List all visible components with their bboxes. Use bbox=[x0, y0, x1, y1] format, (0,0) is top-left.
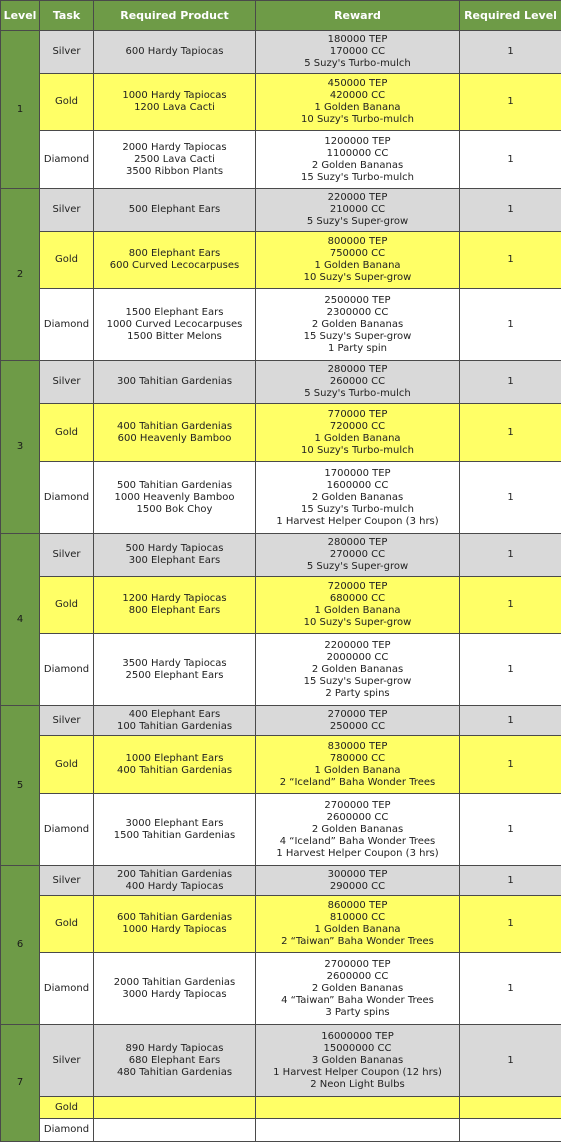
reward-line: 2700000 TEP bbox=[324, 799, 391, 811]
reward-line: 15000000 CC bbox=[323, 1042, 392, 1054]
product-line: 600 Tahitian Gardenias bbox=[116, 912, 233, 923]
reward-line: 720000 TEP bbox=[327, 581, 388, 592]
reward-line: 800000 TEP bbox=[327, 236, 388, 247]
product-line: 200 Tahitian Gardenias bbox=[116, 868, 233, 880]
required-level-cell: 1 bbox=[460, 232, 561, 289]
product-line: 2000 Hardy Tapiocas bbox=[122, 141, 227, 153]
reward-line: 260000 CC bbox=[329, 376, 386, 387]
reward-line: 720000 CC bbox=[329, 420, 386, 432]
reward-cell bbox=[256, 1025, 460, 1097]
task-cell: Gold bbox=[40, 232, 94, 289]
reward-line: 2200000 TEP bbox=[324, 639, 391, 651]
reward-line: 300000 TEP bbox=[327, 868, 388, 880]
reward-line: 4 “Taiwan” Baha Wonder Trees bbox=[281, 994, 434, 1006]
reward-line: 450000 TEP bbox=[327, 78, 388, 89]
reward-line: 2 “Taiwan” Baha Wonder Trees bbox=[281, 936, 434, 947]
product-line: 600 Hardy Tapiocas bbox=[125, 46, 224, 57]
reward-line: 1 Harvest Helper Coupon (3 hrs) bbox=[276, 515, 439, 527]
product-line: 1500 Bitter Melons bbox=[127, 330, 222, 342]
reward-line: 5 Suzy's Super-grow bbox=[306, 561, 409, 572]
reward-line: 15 Suzy's Super-grow bbox=[303, 675, 412, 687]
table-row bbox=[1, 232, 561, 289]
reward-line: 210000 CC bbox=[329, 204, 386, 215]
reward-line: 2000000 CC bbox=[326, 651, 389, 663]
required-product-cell bbox=[94, 896, 256, 953]
table-row bbox=[1, 189, 561, 232]
product-line: 3000 Hardy Tapiocas bbox=[122, 988, 227, 1000]
reward-line: 1600000 CC bbox=[326, 479, 389, 491]
required-level-cell: 1 bbox=[460, 534, 561, 577]
required-product-cell bbox=[94, 794, 256, 866]
reward-cell bbox=[256, 31, 460, 74]
reward-line: 15 Suzy's Super-grow bbox=[303, 330, 412, 342]
task-cell: Gold bbox=[40, 577, 94, 634]
product-line: 680 Elephant Ears bbox=[128, 1054, 221, 1066]
table-body bbox=[1, 31, 561, 1142]
reward-cell bbox=[256, 794, 460, 866]
required-level-cell: 1 bbox=[460, 74, 561, 131]
product-line: 3500 Ribbon Plants bbox=[125, 165, 224, 177]
reward-line: 15 Suzy's Turbo-mulch bbox=[301, 171, 414, 183]
table-row bbox=[1, 361, 561, 404]
reward-cell bbox=[256, 706, 460, 736]
reward-line: 10 Suzy's Super-grow bbox=[303, 272, 412, 283]
reward-line: 180000 TEP bbox=[327, 34, 388, 45]
reward-cell bbox=[256, 131, 460, 189]
reward-line: 10 Suzy's Turbo-mulch bbox=[301, 444, 414, 456]
reward-line: 1 Golden Banana bbox=[314, 260, 401, 271]
reward-line: 1200000 TEP bbox=[324, 135, 391, 147]
required-level-cell: 1 bbox=[460, 896, 561, 953]
reward-line: 290000 CC bbox=[329, 880, 386, 892]
reward-line: 270000 TEP bbox=[327, 708, 388, 720]
task-cell: Diamond bbox=[40, 953, 94, 1025]
reward-line: 780000 CC bbox=[329, 752, 386, 764]
reward-line: 680000 CC bbox=[329, 593, 386, 604]
reward-line: 810000 CC bbox=[329, 912, 386, 923]
reward-cell bbox=[256, 232, 460, 289]
product-line: 800 Elephant Ears bbox=[128, 248, 221, 259]
header-level: Level bbox=[1, 1, 40, 31]
level-cell: 5 bbox=[1, 706, 40, 866]
task-cell: Gold bbox=[40, 736, 94, 794]
reward-cell bbox=[256, 1097, 460, 1119]
reward-line: 2 Golden Bananas bbox=[311, 318, 404, 330]
header-row bbox=[1, 1, 561, 31]
reward-line: 2 “Iceland” Baha Wonder Trees bbox=[279, 776, 436, 788]
required-product-cell bbox=[94, 736, 256, 794]
reward-line: 830000 TEP bbox=[327, 740, 388, 752]
table-row bbox=[1, 289, 561, 361]
product-line: 2500 Lava Cacti bbox=[134, 153, 215, 165]
product-line: 3500 Hardy Tapiocas bbox=[122, 657, 227, 669]
product-line: 300 Elephant Ears bbox=[128, 555, 221, 566]
level-cell: 1 bbox=[1, 31, 40, 189]
reward-cell bbox=[256, 289, 460, 361]
product-line: 1500 Tahitian Gardenias bbox=[113, 829, 236, 841]
reward-line: 1 Harvest Helper Coupon (3 hrs) bbox=[276, 847, 439, 859]
table-row bbox=[1, 31, 561, 74]
reward-line: 2 Neon Light Bulbs bbox=[310, 1078, 405, 1090]
required-product-cell bbox=[94, 577, 256, 634]
required-level-cell: 1 bbox=[460, 404, 561, 462]
product-line: 300 Tahitian Gardenias bbox=[116, 376, 233, 387]
required-level-cell: 1 bbox=[460, 131, 561, 189]
reward-line: 2500000 TEP bbox=[324, 294, 391, 306]
required-product-cell bbox=[94, 131, 256, 189]
product-line: 890 Hardy Tapiocas bbox=[125, 1042, 224, 1054]
product-line: 480 Tahitian Gardenias bbox=[116, 1066, 233, 1078]
table-row bbox=[1, 634, 561, 706]
product-line: 1500 Bok Choy bbox=[136, 503, 213, 515]
reward-line: 2600000 CC bbox=[326, 811, 389, 823]
reward-cell bbox=[256, 361, 460, 404]
reward-line: 1 Golden Banana bbox=[314, 605, 401, 616]
reward-line: 2 Golden Bananas bbox=[311, 491, 404, 503]
required-product-cell bbox=[94, 74, 256, 131]
task-cell: Silver bbox=[40, 866, 94, 896]
required-product-cell bbox=[94, 534, 256, 577]
required-product-cell bbox=[94, 1025, 256, 1097]
product-line: 1200 Hardy Tapiocas bbox=[122, 593, 227, 604]
reward-line: 5 Suzy's Super-grow bbox=[306, 216, 409, 227]
required-level-cell: 1 bbox=[460, 189, 561, 232]
header-required-level: Required Level bbox=[460, 1, 561, 31]
reward-line: 5 Suzy's Turbo-mulch bbox=[304, 58, 411, 69]
reward-cell bbox=[256, 736, 460, 794]
reward-cell bbox=[256, 1119, 460, 1142]
table-row bbox=[1, 577, 561, 634]
reward-cell bbox=[256, 189, 460, 232]
required-level-cell: 1 bbox=[460, 866, 561, 896]
reward-cell bbox=[256, 953, 460, 1025]
required-product-cell bbox=[94, 706, 256, 736]
product-line: 3000 Elephant Ears bbox=[125, 817, 224, 829]
reward-cell bbox=[256, 577, 460, 634]
reward-line: 860000 TEP bbox=[327, 900, 388, 911]
task-cell: Silver bbox=[40, 706, 94, 736]
reward-line: 2 Golden Bananas bbox=[311, 982, 404, 994]
reward-line: 770000 TEP bbox=[327, 408, 388, 420]
table-row bbox=[1, 736, 561, 794]
required-product-cell bbox=[94, 634, 256, 706]
level-cell: 4 bbox=[1, 534, 40, 706]
product-line: 600 Curved Lecocarpuses bbox=[109, 260, 240, 271]
task-cell: Diamond bbox=[40, 462, 94, 534]
table-row bbox=[1, 896, 561, 953]
task-cell: Diamond bbox=[40, 634, 94, 706]
level-cell: 3 bbox=[1, 361, 40, 534]
reward-line: 3 Golden Bananas bbox=[311, 1054, 404, 1066]
required-product-cell bbox=[94, 1097, 256, 1119]
reward-line: 2700000 TEP bbox=[324, 958, 391, 970]
table-row bbox=[1, 404, 561, 462]
reward-line: 2300000 CC bbox=[326, 306, 389, 318]
reward-line: 4 “Iceland” Baha Wonder Trees bbox=[279, 835, 436, 847]
reward-line: 2 Golden Bananas bbox=[311, 823, 404, 835]
table-row bbox=[1, 706, 561, 736]
product-line: 2500 Elephant Ears bbox=[125, 669, 224, 681]
table-row bbox=[1, 534, 561, 577]
level-cell: 7 bbox=[1, 1025, 40, 1142]
product-line: 600 Heavenly Bamboo bbox=[117, 432, 232, 444]
product-line: 1000 Elephant Ears bbox=[125, 752, 224, 764]
reward-line: 15 Suzy's Turbo-mulch bbox=[301, 503, 414, 515]
reward-cell bbox=[256, 866, 460, 896]
product-line: 400 Tahitian Gardenias bbox=[116, 764, 233, 776]
product-line: 1000 Heavenly Bamboo bbox=[114, 491, 235, 503]
required-level-cell bbox=[460, 1119, 561, 1142]
product-line: 500 Tahitian Gardenias bbox=[116, 479, 233, 491]
reward-line: 250000 CC bbox=[329, 720, 386, 732]
header-reward: Reward bbox=[256, 1, 460, 31]
required-product-cell bbox=[94, 462, 256, 534]
required-product-cell bbox=[94, 289, 256, 361]
reward-line: 2 Golden Bananas bbox=[311, 663, 404, 675]
required-level-cell bbox=[460, 1097, 561, 1119]
task-cell: Silver bbox=[40, 1025, 94, 1097]
required-product-cell bbox=[94, 189, 256, 232]
reward-cell bbox=[256, 462, 460, 534]
reward-line: 280000 TEP bbox=[327, 364, 388, 375]
product-line: 500 Hardy Tapiocas bbox=[125, 543, 224, 554]
reward-line: 1 Golden Banana bbox=[314, 432, 401, 444]
table-row bbox=[1, 1025, 561, 1097]
reward-line: 1 Harvest Helper Coupon (12 hrs) bbox=[273, 1066, 442, 1078]
task-cell: Silver bbox=[40, 189, 94, 232]
product-line: 400 Tahitian Gardenias bbox=[116, 420, 233, 432]
reward-line: 1 Golden Banana bbox=[314, 764, 401, 776]
reward-line: 10 Suzy's Super-grow bbox=[303, 617, 412, 628]
reward-line: 16000000 TEP bbox=[321, 1030, 394, 1042]
reward-line: 10 Suzy's Turbo-mulch bbox=[301, 114, 414, 125]
required-level-cell: 1 bbox=[460, 953, 561, 1025]
reward-line: 1 Golden Banana bbox=[314, 102, 401, 113]
required-level-cell: 1 bbox=[460, 706, 561, 736]
required-product-cell bbox=[94, 232, 256, 289]
task-cell: Diamond bbox=[40, 794, 94, 866]
reward-line: 1700000 TEP bbox=[324, 467, 391, 479]
required-level-cell: 1 bbox=[460, 361, 561, 404]
product-line: 1000 Hardy Tapiocas bbox=[122, 90, 227, 101]
reward-line: 750000 CC bbox=[329, 248, 386, 259]
required-product-cell bbox=[94, 404, 256, 462]
reward-line: 2 Golden Bananas bbox=[311, 159, 404, 171]
required-product-cell bbox=[94, 866, 256, 896]
task-cell: Diamond bbox=[40, 1119, 94, 1142]
task-cell: Gold bbox=[40, 896, 94, 953]
product-line: 1000 Hardy Tapiocas bbox=[122, 924, 227, 935]
table-row bbox=[1, 462, 561, 534]
required-level-cell: 1 bbox=[460, 577, 561, 634]
task-cell: Gold bbox=[40, 404, 94, 462]
required-level-cell: 1 bbox=[460, 1025, 561, 1097]
table-row bbox=[1, 794, 561, 866]
required-product-cell bbox=[94, 361, 256, 404]
product-line: 400 Hardy Tapiocas bbox=[125, 880, 224, 892]
required-level-cell: 1 bbox=[460, 289, 561, 361]
required-product-cell bbox=[94, 953, 256, 1025]
product-line: 1500 Elephant Ears bbox=[125, 306, 224, 318]
task-cell: Silver bbox=[40, 31, 94, 74]
reward-line: 3 Party spins bbox=[325, 1006, 390, 1018]
reward-cell bbox=[256, 896, 460, 953]
task-cell: Gold bbox=[40, 74, 94, 131]
task-cell: Diamond bbox=[40, 131, 94, 189]
product-line: 800 Elephant Ears bbox=[128, 605, 221, 616]
product-line: 2000 Tahitian Gardenias bbox=[113, 976, 236, 988]
reward-line: 270000 CC bbox=[329, 549, 386, 560]
reward-line: 170000 CC bbox=[329, 46, 386, 57]
product-line: 1000 Curved Lecocarpuses bbox=[106, 318, 243, 330]
table-row bbox=[1, 1119, 561, 1142]
reward-line: 2 Party spins bbox=[325, 687, 390, 699]
table-row bbox=[1, 953, 561, 1025]
product-line: 100 Tahitian Gardenias bbox=[116, 720, 233, 732]
reward-line: 1 Golden Banana bbox=[314, 924, 401, 935]
reward-cell bbox=[256, 74, 460, 131]
task-cell: Silver bbox=[40, 361, 94, 404]
reward-line: 280000 TEP bbox=[327, 537, 388, 548]
reward-line: 1 Party spin bbox=[327, 342, 388, 354]
product-line: 500 Elephant Ears bbox=[128, 204, 221, 215]
reward-line: 2600000 CC bbox=[326, 970, 389, 982]
level-cell: 2 bbox=[1, 189, 40, 361]
header-required-product: Required Product bbox=[94, 1, 256, 31]
reward-line: 420000 CC bbox=[329, 90, 386, 101]
reward-line: 220000 TEP bbox=[327, 192, 388, 203]
table-row bbox=[1, 74, 561, 131]
table-row bbox=[1, 1097, 561, 1119]
reward-cell bbox=[256, 534, 460, 577]
task-cell: Silver bbox=[40, 534, 94, 577]
product-line: 1200 Lava Cacti bbox=[134, 102, 215, 113]
reward-line: 5 Suzy's Turbo-mulch bbox=[304, 388, 411, 399]
task-cell: Gold bbox=[40, 1097, 94, 1119]
required-product-cell bbox=[94, 31, 256, 74]
level-cell: 6 bbox=[1, 866, 40, 1025]
reward-line: 1100000 CC bbox=[326, 147, 389, 159]
reward-cell bbox=[256, 404, 460, 462]
required-level-cell: 1 bbox=[460, 736, 561, 794]
required-level-cell: 1 bbox=[460, 462, 561, 534]
required-level-cell: 1 bbox=[460, 634, 561, 706]
table-row bbox=[1, 131, 561, 189]
task-cell: Diamond bbox=[40, 289, 94, 361]
table-row bbox=[1, 866, 561, 896]
header-task: Task bbox=[40, 1, 94, 31]
required-level-cell: 1 bbox=[460, 31, 561, 74]
required-product-cell bbox=[94, 1119, 256, 1142]
required-level-cell: 1 bbox=[460, 794, 561, 866]
reward-cell bbox=[256, 634, 460, 706]
product-line: 400 Elephant Ears bbox=[128, 708, 221, 720]
